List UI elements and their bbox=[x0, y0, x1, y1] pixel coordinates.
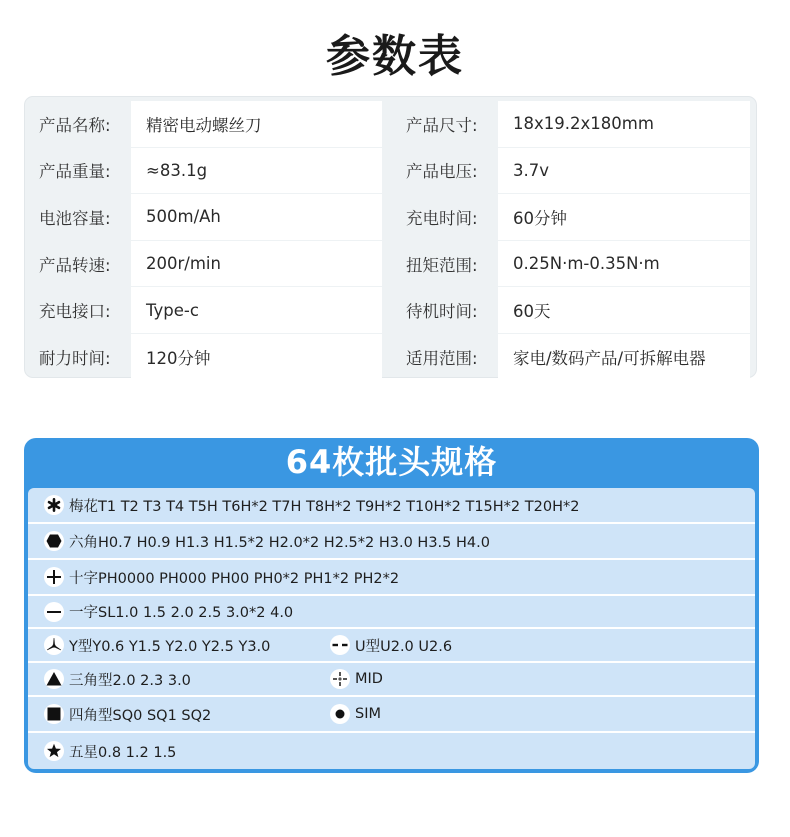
parameter-table bbox=[24, 96, 757, 378]
triangle-icon bbox=[44, 669, 64, 689]
phillips-cross-icon bbox=[44, 567, 64, 587]
bit-spec-text: 六角H0.7 H0.9 H1.3 H1.5*2 H2.0*2 H2.5*2 H3.0 H3.5 H4.0 bbox=[69, 534, 490, 551]
param-value: 18x19.2x180mm bbox=[498, 101, 750, 147]
param-value: 精密电动螺丝刀 bbox=[131, 101, 382, 147]
bit-item bbox=[44, 741, 176, 762]
param-label: 电池容量: bbox=[39, 208, 111, 228]
bits-spec-panel bbox=[24, 438, 759, 773]
param-label: 产品转速: bbox=[39, 255, 111, 275]
bit-row bbox=[28, 663, 755, 697]
bit-spec-text: 一字SL1.0 1.5 2.0 2.5 3.0*2 4.0 bbox=[69, 605, 294, 621]
bit-item bbox=[44, 567, 399, 588]
param-label: 扭矩范围: bbox=[406, 255, 478, 275]
pentalobe-star-icon bbox=[44, 741, 64, 761]
bit-row bbox=[28, 560, 755, 596]
bit-item bbox=[44, 669, 191, 690]
param-value: 60天 bbox=[498, 287, 750, 333]
param-label: 充电时间: bbox=[406, 208, 478, 228]
bit-item bbox=[330, 669, 383, 689]
bit-item bbox=[44, 495, 579, 516]
bit-spec-text: 梅花T1 T2 T3 T4 T5H T6H*2 T7H T8H*2 T9H*2 T10H*2 T15H*2 T20H*2 bbox=[69, 498, 580, 515]
bit-row bbox=[28, 524, 755, 560]
bit-spec-text: SIM bbox=[355, 706, 381, 722]
param-value: 0.25N·m-0.35N·m bbox=[498, 241, 750, 287]
bit-item bbox=[44, 601, 293, 622]
param-value: 家电/数码产品/可拆解电器 bbox=[498, 334, 750, 380]
bits-title: 64枚批头规格 bbox=[285, 443, 498, 481]
bit-spec-text: Y型Y0.6 Y1.5 Y2.0 Y2.5 Y3.0 bbox=[69, 638, 271, 655]
torx-star-icon bbox=[44, 495, 64, 515]
param-label: 产品电压: bbox=[406, 162, 478, 182]
page-title: 参数表 bbox=[326, 31, 464, 82]
tri-wing-y-icon bbox=[44, 635, 64, 655]
param-label: 耐力时间: bbox=[39, 348, 111, 368]
param-value: 120分钟 bbox=[131, 334, 382, 380]
bit-item bbox=[44, 635, 270, 656]
bit-row bbox=[28, 596, 755, 629]
param-label: 产品名称: bbox=[39, 115, 111, 135]
bit-row bbox=[28, 629, 755, 663]
param-value: 200r/min bbox=[131, 241, 382, 287]
bit-spec-text: U型U2.0 U2.6 bbox=[355, 638, 453, 655]
param-row bbox=[31, 148, 750, 194]
param-label: 充电接口: bbox=[39, 302, 111, 322]
param-value: 500m/Ah bbox=[131, 194, 382, 240]
param-row bbox=[31, 194, 750, 240]
mid-icon bbox=[330, 669, 350, 689]
sim-dot-icon bbox=[330, 704, 350, 724]
bit-row bbox=[28, 488, 755, 524]
param-label: 产品尺寸: bbox=[406, 115, 478, 135]
bit-item bbox=[44, 531, 490, 552]
bit-row bbox=[28, 697, 755, 733]
bit-row bbox=[28, 733, 755, 769]
bit-item bbox=[330, 635, 452, 656]
param-value: Type-c bbox=[131, 287, 382, 333]
hexagon-icon bbox=[44, 531, 64, 551]
slotted-line-icon bbox=[44, 602, 64, 622]
param-value: 3.7v bbox=[498, 148, 750, 194]
param-row bbox=[31, 287, 750, 333]
bit-spec-text: 三角型2.0 2.3 3.0 bbox=[69, 672, 191, 689]
bits-list bbox=[28, 488, 755, 769]
param-label: 适用范围: bbox=[406, 348, 478, 368]
bit-item bbox=[330, 704, 381, 724]
bit-spec-text: 四角型SQ0 SQ1 SQ2 bbox=[69, 707, 212, 724]
param-row bbox=[31, 334, 750, 380]
bit-spec-text: MID bbox=[355, 671, 383, 687]
param-value: ≈83.1g bbox=[131, 148, 382, 194]
bit-spec-text: 十字PH0000 PH000 PH00 PH0*2 PH1*2 PH2*2 bbox=[69, 570, 400, 587]
bit-spec-text: 五星0.8 1.2 1.5 bbox=[69, 744, 177, 761]
param-value: 60分钟 bbox=[498, 194, 750, 240]
square-icon bbox=[44, 704, 64, 724]
param-row bbox=[31, 241, 750, 287]
param-label: 待机时间: bbox=[406, 302, 478, 322]
u-type-icon bbox=[330, 635, 350, 655]
param-label: 产品重量: bbox=[39, 162, 111, 182]
bit-item bbox=[44, 704, 211, 725]
param-row bbox=[31, 101, 750, 147]
